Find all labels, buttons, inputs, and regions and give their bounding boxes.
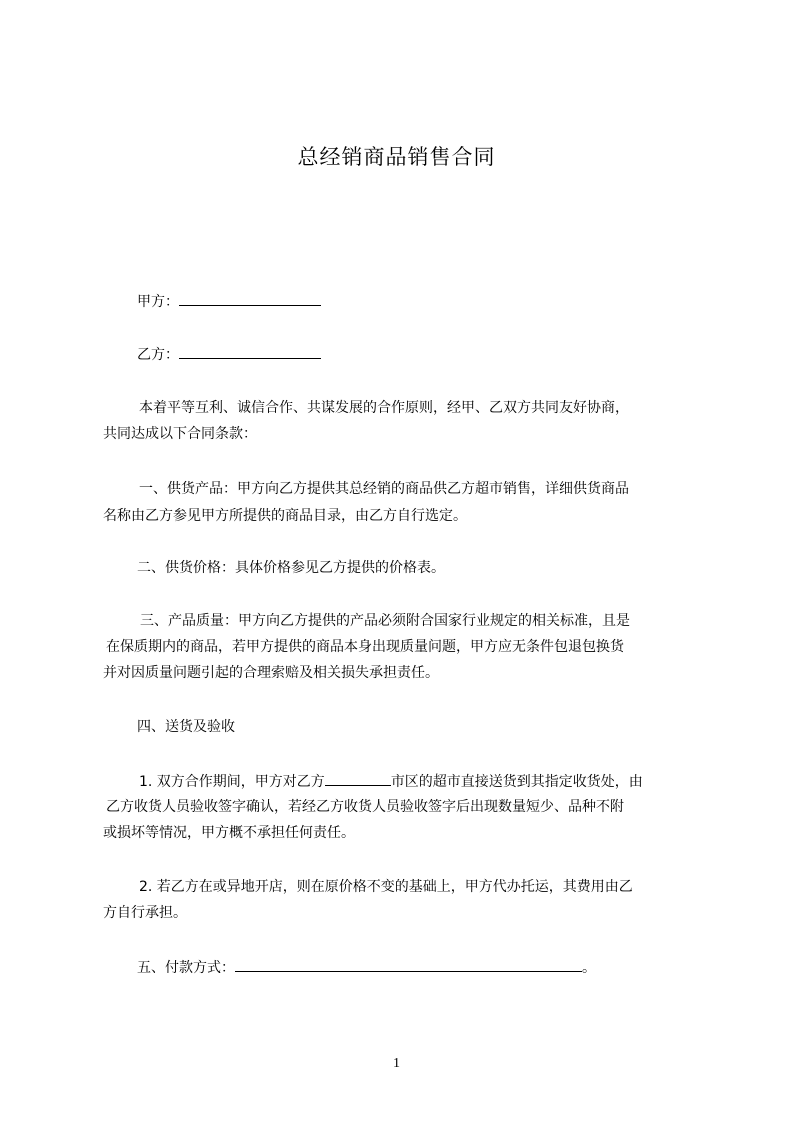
intro-line-2: 共同达成以下合同条款： <box>103 426 257 442</box>
clause-4-1-line-2: 乙方收货人员验收签字确认，若经乙方收货人员验收签字后出现数量短少、品种不附 <box>106 799 624 815</box>
clause-4-heading: 四、送货及验收 <box>137 719 235 735</box>
document-title: 总经销商品销售合同 <box>297 145 496 169</box>
clause-3-line-3: 并对因质量问题引起的合理索赔及相关损失承担责任。 <box>103 665 439 681</box>
party-a-label: 甲方： <box>137 294 179 310</box>
clause-2-line: 二、供货价格：具体价格参见乙方提供的价格表。 <box>137 560 445 576</box>
clause-4-1-line-3: 或损坏等情况，甲方概不承担任何责任。 <box>103 825 355 841</box>
party-b-label: 乙方： <box>137 347 179 363</box>
party-b-blank <box>179 344 321 359</box>
clause-3-line-2: 在保质期内的商品，若甲方提供的商品本身出现质量问题，甲方应无条件包退包换货 <box>106 639 624 655</box>
clause-1-line-2: 名称由乙方参见甲方所提供的商品目录，由乙方自行选定。 <box>103 508 467 524</box>
clause-1-line-1: 一、供货产品：甲方向乙方提供其总经销的商品供乙方超市销售，详细供货商品 <box>139 481 629 497</box>
clause-4-1-prefix: 1. 双方合作期间，甲方对乙方 <box>139 774 325 790</box>
clause-4-2-line-1: 2. 若乙方在或异地开店，则在原价格不变的基础上，甲方代办托运，其费用由乙 <box>139 879 633 895</box>
city-blank <box>325 771 391 786</box>
party-b-line <box>137 344 737 365</box>
clause-5-line <box>137 957 737 978</box>
party-a-line <box>137 291 737 312</box>
clause-4-2-line-2: 方自行承担。 <box>103 905 187 921</box>
clause-4-1-suffix: 市区的超市直接送货到其指定收货处，由 <box>390 774 643 790</box>
clause-5-label: 五、付款方式： <box>137 960 235 976</box>
clause-5-suffix: 。 <box>582 960 596 976</box>
payment-blank <box>235 957 582 972</box>
page-number: 1 <box>393 1056 400 1071</box>
intro-line-1: 本着平等互利、诚信合作、共谋发展的合作原则，经甲、乙双方共同友好协商， <box>139 400 629 416</box>
clause-3-line-1: 三、产品质量：甲方向乙方提供的产品必须附合国家行业规定的相关标准，且是 <box>140 613 630 629</box>
party-a-blank <box>179 291 321 306</box>
clause-4-1-line-1 <box>139 771 739 792</box>
